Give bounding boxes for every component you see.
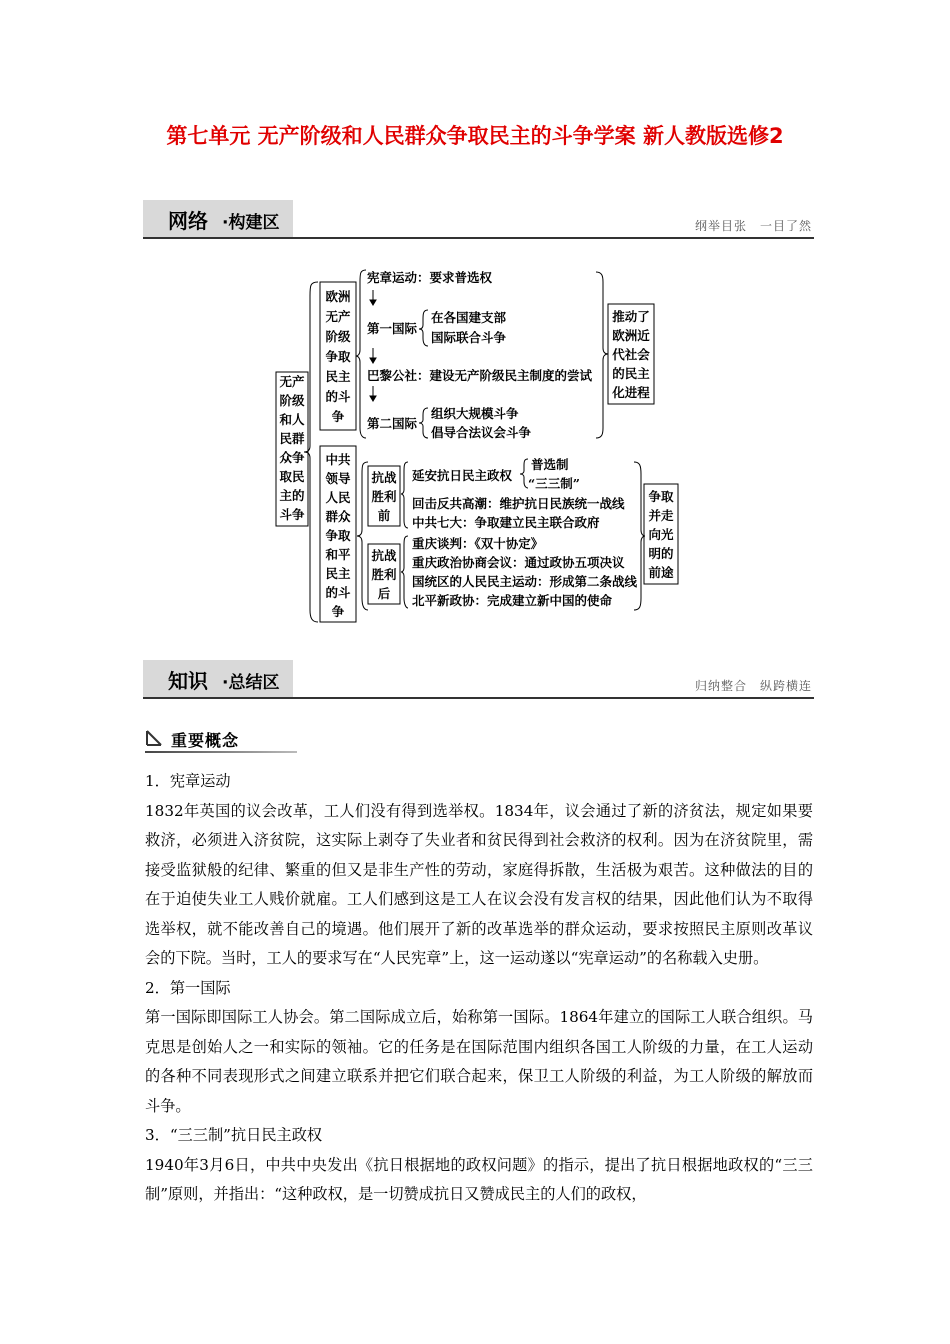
after-brace: [401, 536, 408, 608]
root-line: 民群: [279, 431, 305, 446]
china-line: 争取: [325, 528, 351, 543]
europe-line: 民主: [325, 369, 351, 384]
china-label: [324, 452, 351, 619]
network-section-header: [140, 200, 814, 242]
header-motto: 纲举目张 一目了然: [694, 219, 812, 233]
china-line: 的斗: [325, 585, 351, 600]
header-small-label: ·总结区: [222, 673, 280, 693]
europe-result-line: 的民主: [612, 366, 650, 381]
yanan-item: 延安抗日民主政权: [412, 468, 513, 483]
root-line: 和人: [279, 412, 305, 427]
after-item: 北平新政协：完成建立新中国的使命: [412, 593, 613, 608]
concept-heading-label: 重要概念: [171, 731, 240, 750]
after-line: 后: [377, 586, 391, 601]
china-line: 争: [331, 604, 345, 619]
china-line: 中共: [325, 452, 351, 467]
before-label: [371, 470, 397, 523]
root-line: 主的: [279, 488, 305, 503]
before-line: 胜利: [371, 489, 397, 504]
europe-result-line: 代社会: [612, 347, 650, 362]
section-heading: 1．宪章运动: [145, 772, 231, 790]
first-intl-label: 第一国际: [367, 321, 418, 336]
europe-result-line: 推动了: [612, 309, 650, 324]
root-line: 阶级: [279, 393, 305, 408]
header-rule: [143, 697, 814, 699]
after-item: 重庆谈判：《双十协定》: [412, 536, 544, 551]
yanan-subitem: 普选制: [531, 457, 569, 472]
chartist-item: 宪章运动：要求普选权: [367, 270, 493, 285]
before-brace: [401, 462, 408, 528]
root-line: 无产: [279, 374, 305, 389]
root-label: [279, 374, 305, 522]
before-item: 回击反共高潮：维护抗日民族统一战线: [412, 496, 625, 511]
first-intl-item: 国际联合斗争: [431, 330, 507, 345]
china-result-line: 前途: [648, 565, 674, 580]
europe-line: 的斗: [325, 389, 351, 404]
china-result-line: 争取: [648, 489, 674, 504]
europe-line: 欧洲: [325, 289, 351, 304]
header-motto: 归纳整合 纵跨横连: [694, 679, 812, 693]
europe-line: 无产: [325, 309, 351, 324]
root-brace: [304, 282, 318, 622]
page-title: 第七单元 无产阶级和人民群众争取民主的斗争学案 新人教版选修2: [166, 124, 784, 148]
china-line: 和平: [325, 547, 351, 562]
header-big-label: 网络: [168, 209, 208, 233]
china-result-line: 明的: [648, 546, 674, 561]
china-line: 群众: [325, 509, 351, 524]
section-text: 第一国际即国际工人协会。第二国际成立后，始称第一国际。1864年建立的国际工人联合组织。马克思是创始人之一和实际的领袖。它的任务是在国际范围内组织各国工人阶级的力量，在工人运动的各种不同表现形式之间建立联系并把它们联合起来，保卫工人阶级的利益，为工人阶级的解放而斗争。: [145, 1008, 813, 1115]
concept-heading: [145, 725, 297, 753]
section-heading: 2．第一国际: [145, 978, 231, 997]
europe-brace: [356, 270, 366, 438]
after-line: 胜利: [371, 567, 397, 582]
china-line: 领导: [325, 471, 351, 486]
header-small-label: ·构建区: [222, 213, 280, 233]
header-big-label: 知识: [168, 669, 208, 693]
china-result-line: 并走: [648, 508, 674, 523]
europe-result-line: 欧洲近: [612, 328, 650, 343]
after-item: 重庆政治协商会议：通过政协五项决议: [412, 555, 625, 570]
first-intl-brace: [419, 310, 428, 346]
second-intl-label: 第二国际: [367, 416, 418, 431]
header-rule: [143, 237, 814, 239]
after-label: [371, 548, 397, 601]
second-intl-item: 倡导合法议会斗争: [431, 425, 532, 440]
china-line: 人民: [325, 490, 351, 505]
china-line: 民主: [325, 566, 351, 581]
yanan-brace: [520, 459, 528, 488]
china-result: [648, 489, 674, 580]
europe-label: [325, 289, 351, 424]
europe-line: 阶级: [325, 329, 351, 344]
europe-right-brace: [596, 272, 608, 438]
before-line: 抗战: [371, 470, 397, 485]
root-line: 取民: [279, 469, 305, 484]
first-intl-item: 在各国建支部: [431, 310, 507, 325]
europe-line: 争取: [325, 349, 351, 364]
after-line: 抗战: [371, 548, 397, 563]
second-intl-item: 组织大规模斗争: [431, 406, 519, 421]
concept-underline: [145, 751, 297, 753]
europe-result: [611, 309, 650, 400]
yanan-subitem: “三三制”: [528, 476, 580, 491]
diagonal-arrow-icon: [145, 729, 163, 747]
europe-result-line: 化进程: [612, 385, 650, 400]
root-line: 斗争: [279, 507, 305, 522]
europe-line: 争: [331, 409, 345, 424]
root-line: 众争: [279, 450, 305, 465]
section-heading: 3．“三三制”抗日民主政权: [145, 1126, 323, 1144]
paris-commune-item: 巴黎公社：建设无产阶级民主制度的尝试: [367, 368, 593, 383]
section-text: 1832年英国的议会改革，工人们没有得到选举权。1834年，议会通过了新的济贫法，规定如果要救济，必须进入济贫院，这实际上剥夺了失业者和贫民得到社会救济的权利。因为在济贫院里，需接受监狱般的纪律、繁重的但又是非生产性的劳动，家庭得拆散，生活极为艰苦。这种做法的目的在于迫使失业工人贱价就雇。工人们感到这是工人在议会没有发言权的结果，因此他们认为不取得选举权，就不能改善自己的境遇。他们展开了新的改革选举的群众运动，要求按照民主原则改革议会的下院。当时，工人的要求写在“人民宪章”上，这一运动遂以“宪章运动”的名称载入史册。: [145, 801, 813, 967]
before-line: 前: [377, 508, 391, 523]
knowledge-section-header: [140, 660, 814, 702]
concept-body: [145, 767, 813, 1210]
after-item: 国统区的人民民主运动：形成第二条战线: [412, 574, 638, 589]
china-brace: [357, 462, 368, 610]
second-intl-brace: [419, 408, 428, 438]
knowledge-network-diagram: [270, 262, 690, 624]
china-result-line: 向光: [648, 527, 674, 542]
before-item: 中共七大：争取建立民主联合政府: [412, 515, 600, 530]
section-text: 1940年3月6日，中共中央发出《抗日根据地的政权问题》的指示，提出了抗日根据地政权的“三三制”原则，并指出：“这种政权，是一切赞成抗日又赞成民主的人们的政权，: [145, 1155, 813, 1203]
